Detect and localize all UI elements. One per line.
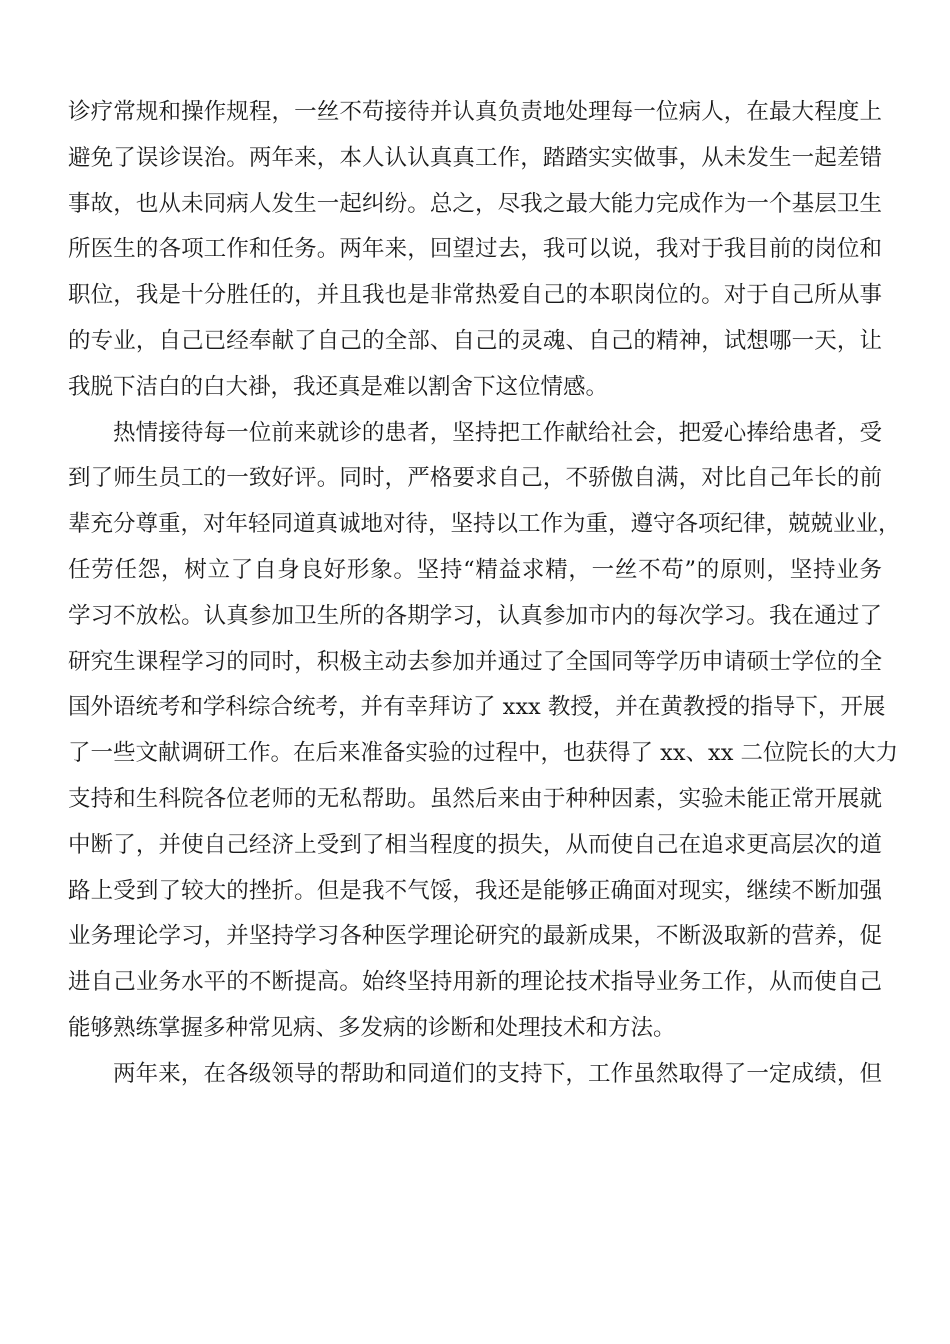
paragraph-1 (68, 90, 882, 411)
text-line: 辈充分尊重，对年轻同道真诚地对待，坚持以工作为重，遵守各项纪律，兢兢业业， (68, 511, 901, 538)
text-line: 到了师生员工的一致好评。同时，严格要求自己，不骄傲自满，对比自己年长的前 (68, 465, 882, 492)
text-line: 路上受到了较大的挫折。但是我不气馁，我还是能够正确面对现实，继续不断加强 (68, 877, 882, 904)
text-line: 业务理论学习，并坚持学习各种医学理论研究的最新成果，不断汲取新的营养，促 (68, 923, 882, 950)
text-line: 了一些文献调研工作。在后来准备实验的过程中，也获得了 xx、xx 二位院长的大力 (68, 740, 899, 767)
paragraph-3 (68, 1052, 882, 1098)
text-line: 所医生的各项工作和任务。两年来，回望过去，我可以说，我对于我目前的岗位和 (68, 236, 882, 263)
text-line: 我脱下洁白的白大褂，我还真是难以割舍下这位情感。 (68, 373, 609, 400)
text-line: 进自己业务水平的不断提高。始终坚持用新的理论技术指导业务工作，从而使自己 (68, 969, 882, 996)
text-line: 热情接待每一位前来就诊的患者，坚持把工作献给社会，把爱心捧给患者，受 (113, 419, 882, 446)
text-line: 研究生课程学习的同时，积极主动去参加并通过了全国同等学历申请硕士学位的全 (68, 648, 882, 675)
text-line: 诊疗常规和操作规程，一丝不苟接待并认真负责地处理每一位病人，在最大程度上 (68, 99, 882, 125)
text-line: 能够熟练掌握多种常见病、多发病的诊断和处理技术和方法。 (68, 1014, 676, 1041)
text-line: 学习不放松。认真参加卫生所的各期学习，认真参加市内的每次学习。我在通过了 (68, 602, 882, 629)
text-line: 避免了误诊误治。两年来，本人认认真真工作，踏踏实实做事，从未发生一起差错 (68, 144, 882, 171)
text-line: 两年来，在各级领导的帮助和同道们的支持下，工作虽然取得了一定成绩，但 (113, 1060, 882, 1087)
document-body (68, 90, 901, 1098)
text-line: 事故，也从未同病人发生一起纠纷。总之，尽我之最大能力完成作为一个基层卫生 (68, 190, 882, 217)
text-line: 职位，我是十分胜任的，并且我也是非常热爱自己的本职岗位的。对于自己所从事 (68, 282, 882, 309)
text-line: 的专业，自己已经奉献了自己的全部、自己的灵魂、自己的精神，试想哪一天，让 (68, 327, 882, 354)
text-line: 任劳任怨，树立了自身良好形象。坚持“精益求精，一丝不苟”的原则，坚持业务 (68, 556, 882, 583)
text-line: 支持和生科院各位老师的无私帮助。虽然后来由于种种因素，实验未能正常开展就 (68, 785, 882, 812)
paragraph-2 (68, 411, 901, 1052)
text-line: 中断了，并使自己经济上受到了相当程度的损失，从而使自己在追求更高层次的道 (68, 831, 882, 858)
text-line: 国外语统考和学科综合统考，并有幸拜访了 xxx 教授，并在黄教授的指导下，开展 (68, 694, 886, 721)
